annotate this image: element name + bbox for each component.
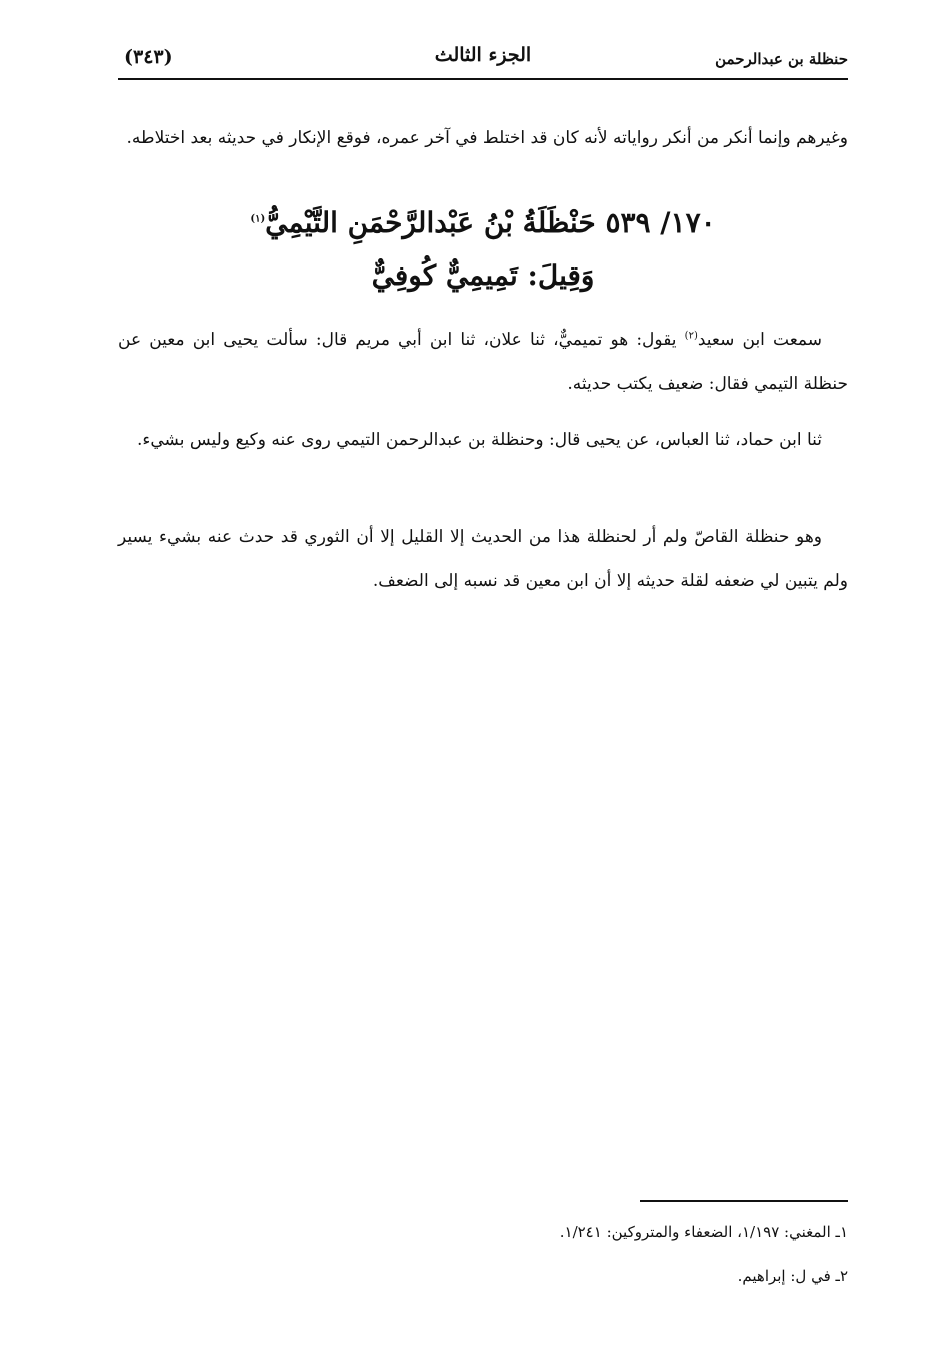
- entry-heading-line-2: وَقِيلَ: تَمِيمِيٌّ كُوفِيٌّ: [371, 259, 595, 292]
- footnote-2: ٢ـ في ل: إبراهيم.: [737, 1267, 848, 1285]
- volume-label: الجزء الثالث: [434, 44, 532, 66]
- footnote-rule: [640, 1200, 848, 1202]
- paragraph-2-rest: يقول: هو تميميٌّ، ثنا علان، ثنا ابن أبي مريم قال: سألت يحيى ابن معين عن حنظلة التيمي فقال: ضعيف يكتب حديثه.: [118, 330, 848, 394]
- running-header: [118, 40, 848, 76]
- paragraph-continuation: [118, 116, 848, 160]
- entry-heading: [118, 196, 848, 302]
- paragraph-3-text: ثنا ابن حماد، ثنا العباس، عن يحيى قال: وحنظلة بن عبدالرحمن التيمي روى عنه وكيع وليس بشيء.: [136, 430, 822, 450]
- paragraph-4-text: وهو حنظلة القاصّ ولم أر لحنظلة هذا من الحديث إلا القليل إلا أن الثوري قد حدث عنه بشيء يسير ولم يتبين لي ضعفه لقلة حديثه إلا أن ابن معين قد نسبه إلى الضعف.: [118, 527, 848, 591]
- paragraph-2: [118, 318, 848, 406]
- page-number: (٣٤٣): [124, 46, 173, 68]
- paragraph-2-start: سمعت ابن سعيد: [697, 330, 823, 350]
- entry-heading-line-1: [118, 196, 848, 250]
- footnote-ref-2: (٢): [684, 330, 698, 342]
- paragraph-1-text: وغيرهم وإنما أنكر من أنكر رواياته لأنه كان قد اختلط في آخر عمره، فوقع الإنكار في حديثه بعد اختلاطه.: [126, 128, 848, 148]
- running-title: حنظلة بن عبدالرحمن: [715, 50, 848, 68]
- paragraph-3: [118, 418, 848, 462]
- paragraph-4: [118, 515, 848, 603]
- footnote-ref-1: (١): [250, 213, 266, 225]
- footnote-1: ١ـ المغني: ١/١٩٧، الضعفاء والمتروكين: ١/٢٤١.: [559, 1223, 848, 1241]
- footnotes: [118, 1210, 848, 1298]
- entry-title: ١٧٠/ ٥٣٩ حَنْظَلَةُ بْنُ عَبْدالرَّحْمَنِ التَّيْمِيُّ: [265, 206, 716, 239]
- header-rule: [118, 78, 848, 80]
